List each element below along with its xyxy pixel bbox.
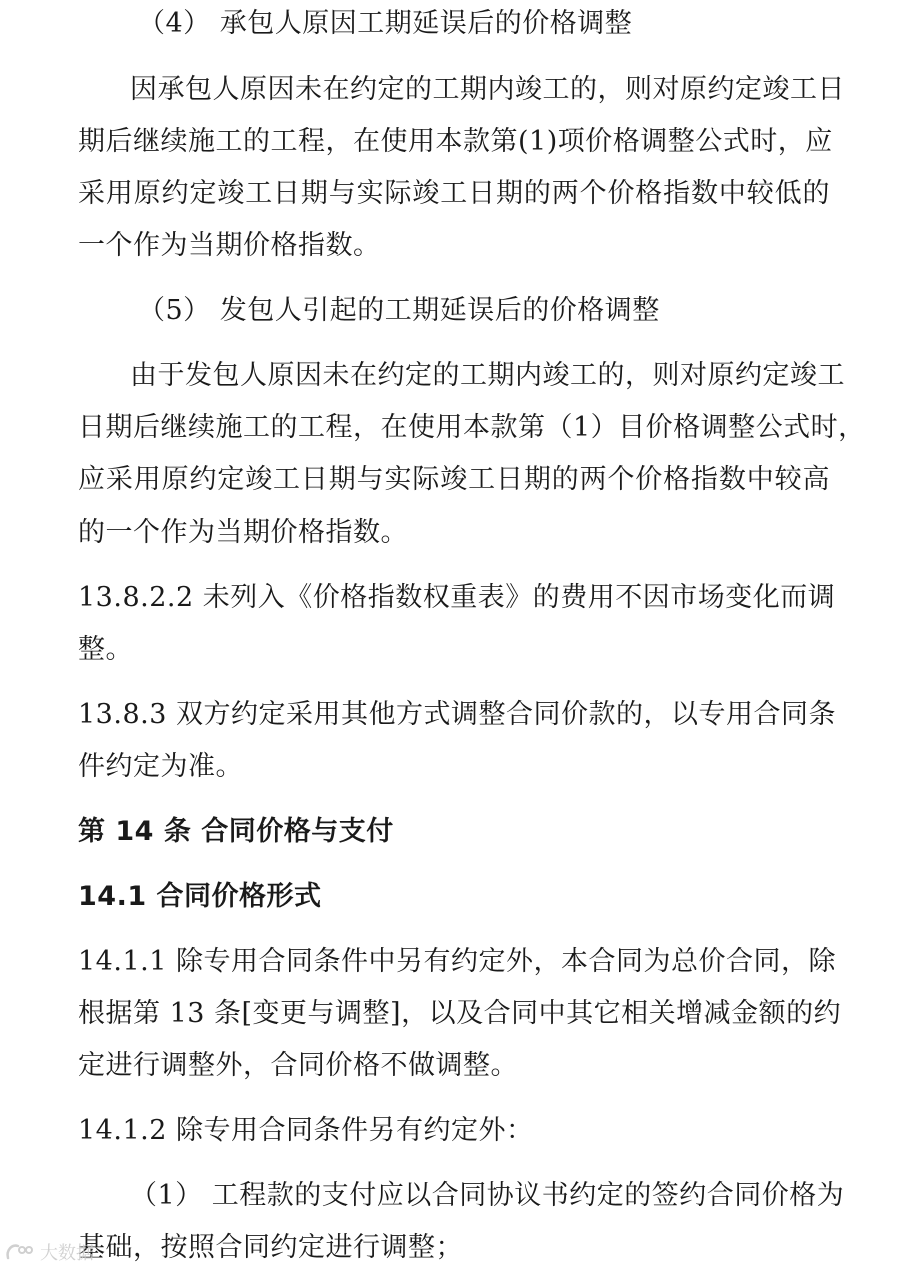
- clause-1412-item-1-line-2: 基础，按照合同约定进行调整；: [78, 1232, 463, 1263]
- p5-body-line-3: 应采用原约定竣工日期与实际竣工日期的两个价格指数中较高: [78, 464, 830, 495]
- clause-13822-line-1: 13.8.2.2 未列入《价格指数权重表》的费用不因市场变化而调: [78, 582, 836, 613]
- section-14-1-title: 14.1 合同价格形式: [78, 881, 322, 912]
- watermark-text: 大数据: [40, 1243, 94, 1264]
- clause-1412: 14.1.2 除专用合同条件另有约定外：: [78, 1115, 534, 1146]
- p5-heading: （5） 发包人引起的工期延误后的价格调整: [138, 295, 660, 326]
- p5-body-line-2: 日期后继续施工的工程，在使用本款第（1）目价格调整公式时，: [78, 412, 866, 443]
- clause-1411-line-3: 定进行调整外，合同价格不做调整。: [78, 1050, 518, 1081]
- clause-1411-line-2: 根据第 13 条[变更与调整]，以及合同中其它相关增减金额的约: [78, 998, 842, 1029]
- clause-1383-line-1: 13.8.3 双方约定采用其他方式调整合同价款的，以专用合同条: [78, 699, 836, 730]
- article-14-title: 第 14 条 合同价格与支付: [78, 816, 394, 847]
- p4-body-line-1: 因承包人原因未在约定的工期内竣工的，则对原约定竣工日: [130, 74, 845, 105]
- p4-body-line-4: 一个作为当期价格指数。: [78, 230, 381, 261]
- p4-body-line-3: 采用原约定竣工日期与实际竣工日期的两个价格指数中较低的: [78, 178, 830, 209]
- clause-1383-line-2: 件约定为准。: [78, 751, 243, 782]
- clause-1411-line-1: 14.1.1 除专用合同条件中另有约定外，本合同为总价合同，除: [78, 946, 836, 977]
- p4-heading: （4） 承包人原因工期延误后的价格调整: [138, 8, 633, 39]
- p5-body-line-4: 的一个作为当期价格指数。: [78, 517, 408, 548]
- clause-13822-line-2: 整。: [78, 634, 133, 665]
- watermark-logo-icon: [4, 1240, 34, 1264]
- watermark: [4, 1238, 94, 1266]
- clause-1412-item-1-line-1: （1） 工程款的支付应以合同协议书约定的签约合同价格为: [130, 1180, 845, 1211]
- p5-body-line-1: 由于发包人原因未在约定的工期内竣工的，则对原约定竣工: [130, 360, 845, 391]
- p4-body-line-2: 期后继续施工的工程，在使用本款第(1)项价格调整公式时，应: [78, 126, 833, 157]
